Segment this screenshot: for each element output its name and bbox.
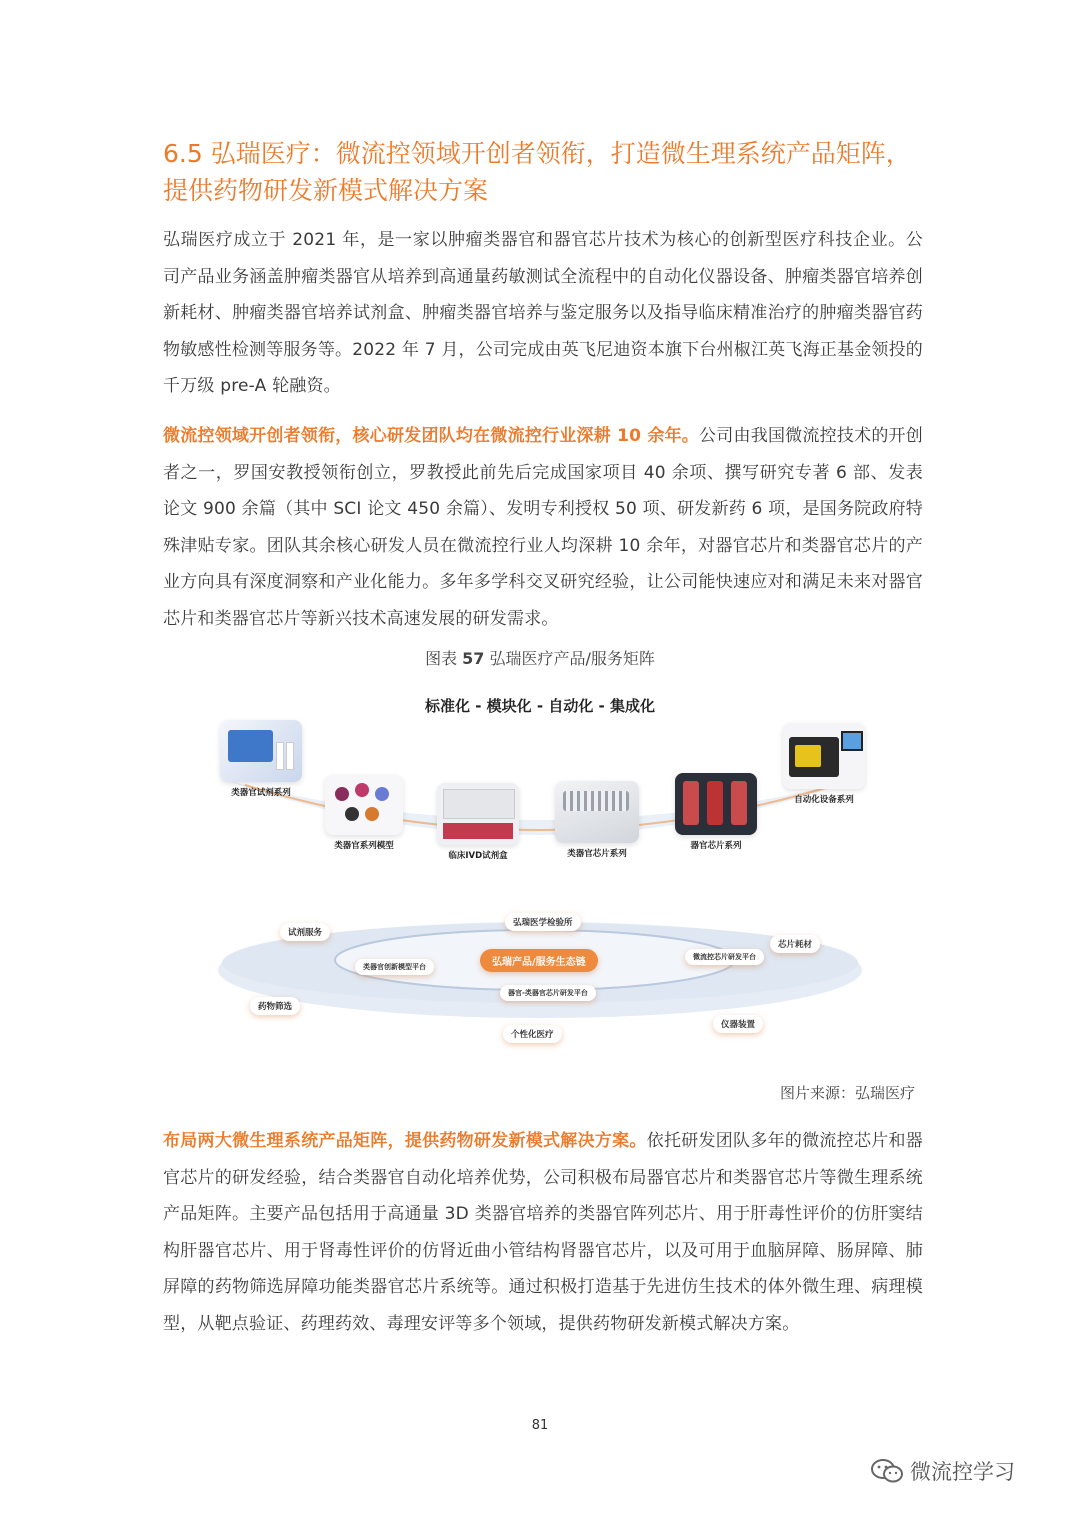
product-organoid-chip xyxy=(555,781,639,859)
eco-platform-right: 微流控芯片研发平台 xyxy=(685,949,764,965)
figure-caption xyxy=(0,646,1080,669)
figure-caption-number: 57 xyxy=(462,649,485,668)
product-device-label: 自动化设备系列 xyxy=(794,795,854,805)
paragraph-products-lead: 布局两大微生理系统产品矩阵，提供药物研发新模式解决方案。 xyxy=(163,1131,647,1151)
arc-swoosh xyxy=(205,685,875,1070)
paragraph-team-body: 公司由我国微流控技术的开创者之一，罗国安教授领衔创立，罗教授此前先后完成国家项目 40 余项、撰写研究专著 6 部、发表论文 900 余篇（其中 SCI 论文 450 余篇）、发明专利授权 50 项、研发新药 6 项，是国务院政府特殊津贴专家。团队其余核心研发人员在微流控行业人均深耕 10 余年，对器官芯片和类器官芯片的产业方向具有深度洞察和产业化能力。多年多学科交叉研究经验，让公司能快速应对和满足未来对器官芯片和类器官芯片等新兴技术高速发展的研发需求。 xyxy=(163,426,923,629)
paragraph-team xyxy=(163,418,923,637)
product-reagent-label: 类器官试剂系列 xyxy=(231,788,291,798)
paragraph-products-body: 依托研发团队多年的微流控芯片和器官芯片的研发经验，结合类器官自动化培养优势，公司积极布局器官芯片和类器官芯片等微生理系统产品矩阵。主要产品包括用于高通量 3D 类器官培养的类器官阵列芯片、用于肝毒性评价的仿肝窦结构肝器官芯片、用于肾毒性评价的仿肾近曲小管结构肾器官芯片，以及可用于血脑屏障、肠屏障、肺屏障的药物筛选屏障功能类器官芯片系统等。通过积极打造基于先进仿生技术的体外微生理、病理模型，从靶点验证、药理药效、毒理安评等多个领域，提供药物研发新模式解决方案。 xyxy=(163,1131,923,1334)
product-organ-chip-label: 器官芯片系列 xyxy=(690,841,742,851)
product-ivd-label: 临床IVD试剂盒 xyxy=(448,851,508,861)
wechat-icon xyxy=(870,1457,904,1485)
eco-center: 弘瑞产品/服务生态链 xyxy=(480,949,598,972)
eco-lab: 弘瑞医学检验所 xyxy=(505,913,581,931)
eco-reagent-service: 试剂服务 xyxy=(280,923,330,941)
figure-title: 标准化 - 模块化 - 自动化 - 集成化 xyxy=(424,697,655,715)
product-organ-chip xyxy=(675,773,757,851)
product-reagent xyxy=(220,720,302,798)
eco-instrument: 仪器装置 xyxy=(713,1015,763,1033)
eco-personalized: 个性化医疗 xyxy=(503,1025,562,1043)
organoid-chip-image xyxy=(555,781,639,843)
eco-platform-bottom: 器官-类器官芯片研发平台 xyxy=(500,985,596,1001)
automation-device-image xyxy=(783,723,865,789)
product-device xyxy=(783,723,865,805)
heading-line-1: 6.5 弘瑞医疗：微流控领域开创者领衔，打造微生理系统产品矩阵， xyxy=(163,139,911,168)
watermark-text: 微流控学习 xyxy=(910,1460,1015,1484)
product-model-label: 类器官系列模型 xyxy=(334,841,394,851)
paragraph-team-lead: 微流控领域开创者领衔，核心研发团队均在微流控行业深耕 10 余年。 xyxy=(163,426,700,446)
eco-drug-screen: 药物筛选 xyxy=(250,997,300,1015)
eco-chip-consumable: 芯片耗材 xyxy=(770,935,820,953)
organ-chip-image xyxy=(675,773,757,835)
heading-line-2: 提供药物研发新模式解决方案 xyxy=(163,176,489,205)
organoid-model-image xyxy=(325,775,403,835)
reagent-box-image xyxy=(220,720,302,782)
page-number: 81 xyxy=(531,1418,549,1433)
paragraph-products xyxy=(163,1123,923,1342)
eco-platform-left: 类器官创新模型平台 xyxy=(355,959,434,975)
ivd-kit-image xyxy=(437,783,519,845)
figure-caption-text: 弘瑞医疗产品/服务矩阵 xyxy=(489,649,655,668)
paragraph-intro: 弘瑞医疗成立于 2021 年，是一家以肿瘤类器官和器官芯片技术为核心的创新型医疗科技企业。公司产品业务涵盖肿瘤类器官从培养到高通量药敏测试全流程中的自动化仪器设备、肿瘤类器官培养创新耗材、肿瘤类器官培养试剂盒、肿瘤类器官培养与鉴定服务以及指导临床精准治疗的肿瘤类器官药物敏感性检测等服务等。2022 年 7 月，公司完成由英飞尼迪资本旗下台州椒江英飞海正基金领投的千万级 pre-A 轮融资。 xyxy=(163,230,923,396)
product-model xyxy=(325,775,403,851)
section-heading xyxy=(163,135,963,209)
product-organoid-chip-label: 类器官芯片系列 xyxy=(567,849,627,859)
product-ivd xyxy=(437,783,519,861)
figure-source: 图片来源：弘瑞医疗 xyxy=(779,1084,915,1102)
product-matrix-figure xyxy=(205,685,875,1070)
watermark xyxy=(870,1456,1015,1486)
figure-caption-prefix: 图表 xyxy=(425,649,458,668)
